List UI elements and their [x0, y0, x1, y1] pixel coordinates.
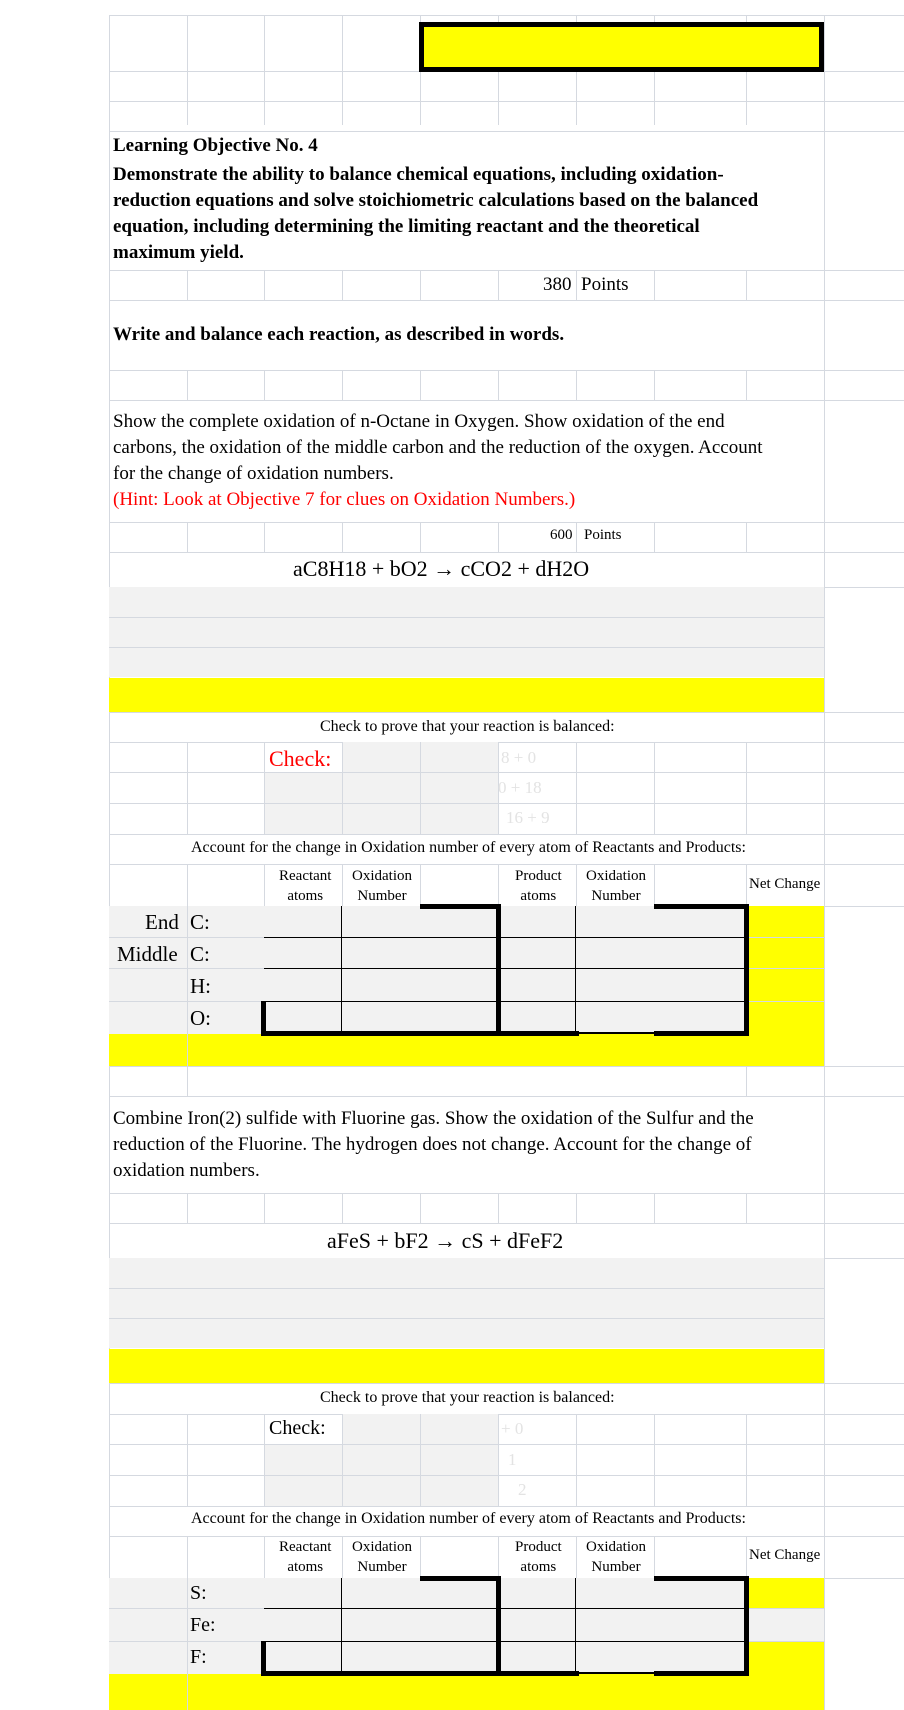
grid-col-line — [746, 864, 747, 906]
header-oxidation-number — [352, 1537, 412, 1577]
header-text: atoms — [520, 1559, 557, 1575]
objective-line: Demonstrate the ability to balance chemical equations, including oxidation- — [113, 164, 724, 185]
header-oxidation-number — [352, 866, 412, 906]
problem1-points-value: 600 — [550, 527, 573, 543]
net-change-cell[interactable] — [746, 1608, 824, 1641]
grid-col-line — [342, 1536, 343, 1578]
grid-col-line — [654, 270, 655, 300]
problem2-check-label: Check: — [269, 1417, 326, 1439]
grid-row-line — [109, 1193, 904, 1194]
thick-border — [654, 1031, 748, 1036]
entry-grid[interactable] — [264, 906, 746, 1034]
grid-col-line — [187, 522, 188, 552]
grid-col-line — [654, 1193, 655, 1223]
thick-border — [261, 1671, 579, 1676]
grid-col-line — [576, 742, 577, 834]
grid-col-line — [187, 15, 188, 125]
grid-col-line — [420, 370, 421, 400]
answer-area[interactable] — [109, 1258, 824, 1348]
grid-col-line — [654, 742, 655, 834]
header-text: Oxidation — [586, 1539, 646, 1555]
answer-area[interactable] — [109, 587, 824, 677]
objective-description — [113, 162, 813, 266]
grid-row-line — [109, 1096, 904, 1097]
header-product-atoms — [515, 1537, 562, 1577]
grid-col-line — [498, 864, 499, 906]
grid-row-line — [109, 15, 904, 16]
problem1-check-prompt: Check to prove that your reaction is balanced: — [320, 718, 615, 735]
grid-col-line — [576, 270, 577, 300]
problem2-equation: aFeS + bF2 → cS + dFeF2 — [327, 1228, 564, 1253]
grid-col-line — [746, 1536, 747, 1578]
grid-col-line — [264, 1536, 265, 1578]
grid-row-line — [109, 131, 904, 132]
header-reactant-atoms — [279, 1537, 331, 1577]
grid-col-line — [576, 864, 577, 906]
answer-highlight-row[interactable] — [109, 1674, 824, 1710]
answer-highlight-box[interactable] — [419, 22, 824, 72]
row-atom: S: — [190, 1582, 207, 1604]
header-net-change: Net Change — [749, 1547, 821, 1563]
grid-row-line — [109, 1223, 904, 1224]
grid-col-line — [420, 270, 421, 300]
grid-col-line — [187, 1578, 188, 1710]
prompt-line: for the change of oxidation numbers. — [113, 463, 394, 484]
answer-highlight-row[interactable] — [109, 1034, 824, 1066]
thick-border — [744, 904, 749, 1036]
row-prefix: End — [145, 910, 179, 934]
grid-col-line — [420, 1414, 421, 1506]
grid-col-line — [187, 1193, 188, 1223]
header-oxidation-number-2 — [586, 866, 646, 906]
objective-heading: Learning Objective No. 4 — [113, 135, 318, 156]
grid-col-line — [264, 270, 265, 300]
grid-row-line — [109, 270, 904, 271]
grid-col-line — [746, 270, 747, 300]
grid-row-line — [109, 834, 904, 835]
grid-col-line — [342, 1193, 343, 1223]
ghost-value: 0 + 18 — [498, 778, 542, 797]
objective-line: equation, including determining the limiting reactant and the theoretical — [113, 216, 700, 237]
grid-col-line — [576, 522, 577, 552]
problem1-points-label: Points — [584, 527, 622, 543]
grid-row-line — [109, 370, 904, 371]
problem1-account-prompt: Account for the change in Oxidation number of every atom of Reactants and Products: — [191, 839, 746, 856]
grid-row-line — [109, 772, 904, 773]
grid-col-line — [498, 1414, 499, 1506]
grid-col-line — [187, 906, 188, 1066]
grid-col-line — [264, 522, 265, 552]
net-change-cell[interactable] — [746, 1641, 824, 1674]
grid-col-line — [654, 1414, 655, 1506]
header-text: Oxidation — [586, 868, 646, 884]
row-atom: C: — [190, 910, 210, 934]
problem2-account-prompt: Account for the change in Oxidation number of every atom of Reactants and Products: — [191, 1510, 746, 1527]
objective-points-label: Points — [581, 274, 629, 295]
grid-col-line — [654, 1536, 655, 1578]
entry-col-line — [341, 1578, 342, 1674]
grid-col-line — [264, 1414, 265, 1506]
net-change-cell[interactable] — [746, 1578, 824, 1608]
header-reactant-atoms — [279, 866, 331, 906]
grid-col-line — [264, 742, 265, 834]
grid-col-line — [187, 864, 188, 906]
prompt-line: Combine Iron(2) sulfide with Fluorine gas. Show the oxidation of the Sulfur and the — [113, 1108, 754, 1129]
grid-col-line — [187, 742, 188, 834]
row-atom: Fe: — [190, 1614, 216, 1636]
grid-col-line — [498, 270, 499, 300]
objective-line: reduction equations and solve stoichiometric calculations based on the balanced — [113, 190, 759, 211]
grid-row-line — [109, 1444, 904, 1445]
problem2-prompt — [113, 1106, 823, 1184]
grid-col-line — [746, 1414, 747, 1506]
grid-col-line — [420, 742, 421, 834]
grid-row-line — [109, 742, 904, 743]
problem1-equation: aC8H18 + bO2 → cCO2 + dH2O — [293, 556, 590, 581]
header-text: Number — [591, 888, 641, 904]
problem1-check-label: Check: — [269, 746, 332, 771]
grid-col-line — [746, 742, 747, 834]
row-atom: F: — [190, 1646, 207, 1668]
thick-border — [654, 1671, 748, 1676]
header-text: atoms — [287, 888, 324, 904]
objective-points-value: 380 — [543, 274, 572, 295]
grid-col-line — [420, 864, 421, 906]
grid-col-line — [498, 370, 499, 400]
grid-row-line — [109, 803, 904, 804]
grid-row-line — [109, 647, 824, 648]
grid-row-line — [109, 1383, 904, 1384]
header-text: Number — [591, 1559, 641, 1575]
objective-line: maximum yield. — [113, 242, 244, 263]
grid-row-line — [109, 1288, 824, 1289]
ghost-value: 16 + 9 — [506, 808, 550, 827]
ghost-value: 8 + 0 — [501, 748, 537, 767]
grid-col-line — [264, 864, 265, 906]
grid-col-line — [342, 15, 343, 125]
header-text: Number — [357, 888, 407, 904]
row-atom: O: — [190, 1006, 211, 1030]
grid-col-line — [342, 270, 343, 300]
header-text: Product — [515, 868, 562, 884]
problem1-hint: (Hint: Look at Objective 7 for clues on Oxidation Numbers.) — [113, 489, 576, 510]
grid-col-line — [654, 864, 655, 906]
grid-col-line — [576, 1536, 577, 1578]
grid-col-line — [187, 1414, 188, 1506]
grid-col-line — [498, 1193, 499, 1223]
answer-highlight-row[interactable] — [109, 1349, 824, 1383]
grid-col-line — [746, 522, 747, 552]
grid-row-line — [109, 1506, 904, 1507]
entry-row-line — [264, 1001, 746, 1002]
grid-col-line — [342, 370, 343, 400]
entry-row-line — [264, 1641, 746, 1642]
grid-row-line — [109, 1414, 904, 1415]
header-oxidation-number-2 — [586, 1537, 646, 1577]
grid-row-line — [109, 101, 904, 102]
thin-border — [576, 1032, 654, 1034]
grid-col-line — [746, 1193, 747, 1223]
entry-grid[interactable] — [264, 1578, 746, 1674]
prompt-line: oxidation numbers. — [113, 1160, 260, 1181]
grid-col-line — [187, 370, 188, 400]
prompt-line: carbons, the oxidation of the middle carbon and the reduction of the oxygen. Account — [113, 437, 763, 458]
entry-col-line — [341, 906, 342, 1034]
header-text: Oxidation — [352, 868, 412, 884]
grid-col-line — [342, 742, 343, 834]
grid-row-line — [109, 1318, 824, 1319]
header-text: atoms — [520, 888, 557, 904]
thick-border — [496, 904, 501, 1036]
entry-col-line — [575, 906, 576, 1034]
grid-col-line — [420, 1193, 421, 1223]
thick-border — [420, 1576, 500, 1581]
thick-border — [261, 1031, 579, 1036]
grid-row-line — [109, 712, 904, 713]
entry-col-line — [575, 1578, 576, 1674]
header-net-change: Net Change — [749, 876, 821, 892]
grid-row-line — [109, 864, 904, 865]
grid-col-line — [342, 522, 343, 552]
grid-col-line — [264, 1193, 265, 1223]
row-atom: C: — [190, 942, 210, 966]
thick-border — [654, 1576, 748, 1581]
grid-col-line — [746, 1066, 747, 1096]
ghost-value: 2 — [518, 1480, 527, 1499]
problem2-check-prompt: Check to prove that your reaction is balanced: — [320, 1389, 615, 1406]
prompt-line: Show the complete oxidation of n-Octane in Oxygen. Show oxidation of the end — [113, 411, 725, 432]
grid-row-line — [109, 1536, 904, 1537]
row-atom: H: — [190, 974, 211, 998]
grid-col-line — [187, 270, 188, 300]
header-text: Reactant — [279, 868, 332, 884]
instruction-text: Write and balance each reaction, as described in words. — [113, 324, 565, 345]
thick-border — [654, 904, 748, 909]
header-text: atoms — [287, 1559, 324, 1575]
thick-border — [744, 1576, 749, 1676]
grid-row-line — [109, 1066, 904, 1067]
grid-col-line — [654, 522, 655, 552]
grid-col-line — [498, 522, 499, 552]
grid-col-line — [654, 370, 655, 400]
grid-row-line — [109, 617, 824, 618]
grid-col-line — [420, 522, 421, 552]
header-text: Product — [515, 1539, 562, 1555]
grid-row-line — [109, 1475, 904, 1476]
grid-col-line — [576, 370, 577, 400]
entry-row-line — [264, 968, 746, 969]
grid-col-line — [187, 1066, 188, 1096]
header-text: Reactant — [279, 1539, 332, 1555]
row-prefix: Middle — [117, 942, 178, 966]
grid-col-line — [420, 1536, 421, 1578]
grid-row-line — [109, 300, 904, 301]
entry-row-line — [264, 1608, 746, 1609]
prompt-line: reduction of the Fluorine. The hydrogen does not change. Account for the change of — [113, 1134, 752, 1155]
problem1-prompt — [113, 409, 823, 513]
grid-col-line — [576, 1414, 577, 1506]
ghost-value: + 0 — [501, 1419, 524, 1438]
grid-row-line — [109, 522, 904, 523]
ghost-value: 1 — [508, 1450, 517, 1469]
grid-col-line — [342, 1414, 343, 1506]
grid-row-line — [109, 552, 904, 553]
thin-border — [576, 1672, 654, 1674]
grid-col-line — [264, 15, 265, 125]
grid-col-line — [498, 1536, 499, 1578]
thick-border — [496, 1576, 501, 1676]
grid-col-line — [576, 1193, 577, 1223]
header-product-atoms — [515, 866, 562, 906]
grid-row-line — [109, 400, 904, 401]
grid-col-line — [187, 1536, 188, 1578]
answer-highlight-row[interactable] — [109, 678, 824, 712]
header-text: Number — [357, 1559, 407, 1575]
thick-border — [420, 904, 500, 909]
header-text: Oxidation — [352, 1539, 412, 1555]
net-change-column[interactable] — [746, 906, 824, 1034]
entry-row-line — [264, 937, 746, 938]
grid-col-line — [264, 370, 265, 400]
grid-col-line — [746, 370, 747, 400]
grid-col-line — [342, 864, 343, 906]
